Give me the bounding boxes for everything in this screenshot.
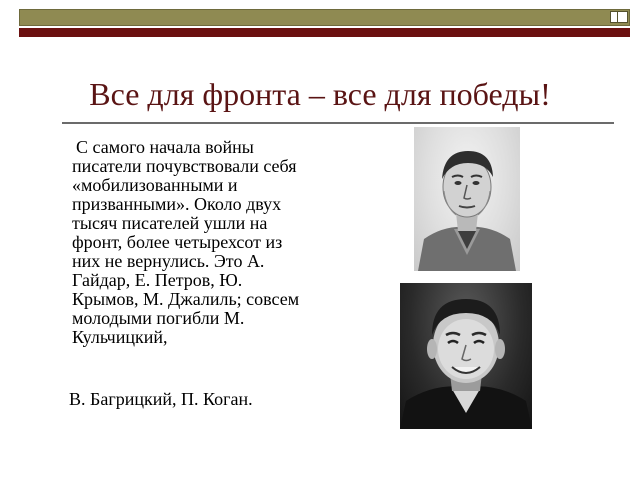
paragraph-text: С самого начала войны писатели почувствовали себя «мобилизованными и призванными». Около двух тысяч писателей ушли на фронт, более четырехсот из них не вернулись. Это А. Гайдар, Е. Петров, Ю. Крымов, М. Джалиль; совсем молодыми погибли М. Кульчицкий,: [72, 137, 300, 347]
portrait-photo-image: [400, 283, 532, 429]
slide-paragraph-end: В. Багрицкий, П. Коган.: [69, 389, 253, 409]
header-decoration: [19, 9, 630, 37]
portrait-photo-drawing: [400, 283, 532, 429]
slide-title: Все для фронта – все для победы!: [89, 76, 551, 112]
header-band-bottom: [19, 28, 630, 37]
header-band-top: [19, 9, 630, 26]
title-divider: [62, 122, 614, 124]
portrait-sketch-drawing: [414, 127, 520, 271]
header-box-2: [617, 11, 628, 23]
portrait-sketch-image: [414, 127, 520, 271]
slide-paragraph: [72, 138, 304, 347]
